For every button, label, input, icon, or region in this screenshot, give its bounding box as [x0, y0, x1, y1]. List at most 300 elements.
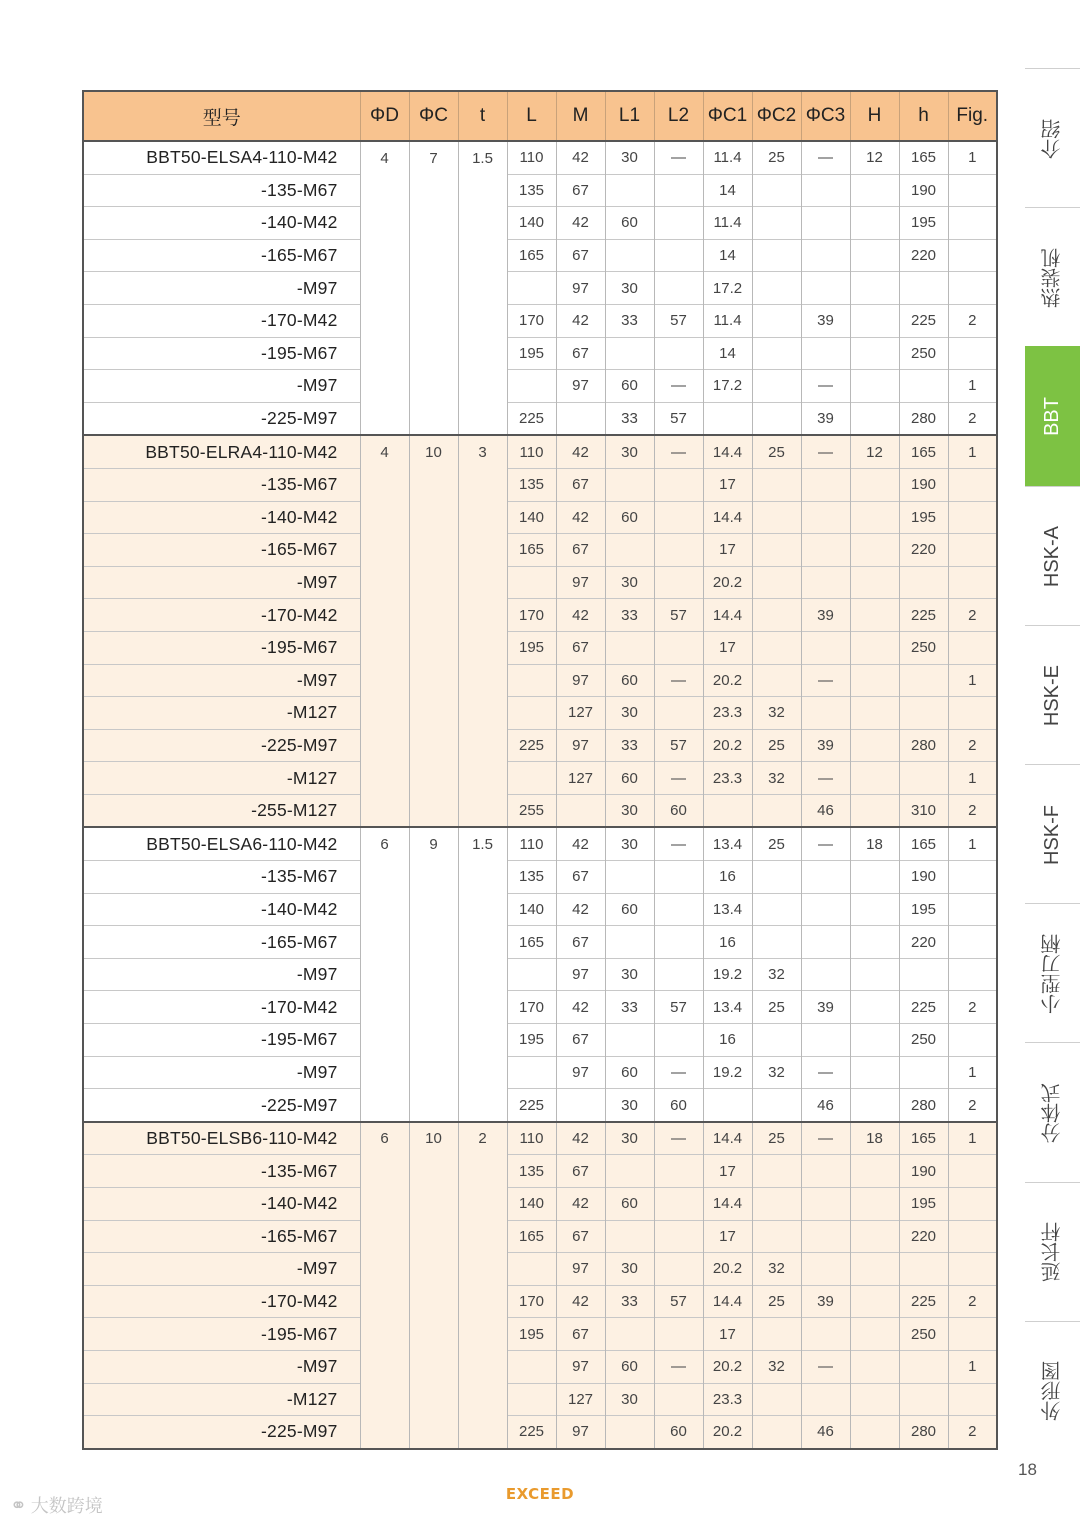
table-cell	[948, 534, 997, 567]
table-cell: 39	[801, 304, 850, 337]
table-cell	[458, 1350, 507, 1383]
table-cell: 30	[605, 1122, 654, 1155]
table-row	[83, 729, 997, 762]
model-group	[83, 1122, 997, 1449]
table-cell	[654, 958, 703, 991]
table-cell	[409, 1056, 458, 1089]
table-row	[83, 1220, 997, 1253]
table-cell	[654, 1024, 703, 1057]
table-row	[83, 861, 997, 894]
table-cell	[752, 926, 801, 959]
table-cell	[850, 402, 899, 435]
table-cell: 97	[556, 664, 605, 697]
table-cell: 20.2	[703, 664, 752, 697]
table-cell: 42	[556, 827, 605, 860]
table-cell: 1	[948, 1056, 997, 1089]
table-cell: 33	[605, 991, 654, 1024]
table-cell	[360, 631, 409, 664]
table-cell: —	[801, 141, 850, 174]
table-cell: 42	[556, 435, 605, 468]
table-cell	[752, 468, 801, 501]
table-cell	[409, 697, 458, 730]
table-cell: 225	[899, 599, 948, 632]
table-cell: 250	[899, 1318, 948, 1351]
table-cell	[409, 958, 458, 991]
model-group	[83, 435, 997, 827]
table-cell: 14	[703, 239, 752, 272]
table-row	[83, 337, 997, 370]
table-cell: 25	[752, 729, 801, 762]
table-cell	[360, 1188, 409, 1221]
side-tab-label: 热装机	[1042, 247, 1064, 308]
table-cell: —	[654, 664, 703, 697]
table-cell	[654, 468, 703, 501]
table-cell: 30	[605, 1383, 654, 1416]
model-cell: -M97	[83, 566, 360, 599]
table-cell: 39	[801, 729, 850, 762]
table-cell	[360, 991, 409, 1024]
table-row	[83, 599, 997, 632]
table-cell: 25	[752, 435, 801, 468]
table-cell	[360, 1383, 409, 1416]
table-cell	[507, 370, 556, 403]
table-cell: 225	[507, 402, 556, 435]
table-cell: 46	[801, 1089, 850, 1122]
table-cell	[948, 1318, 997, 1351]
table-cell: 170	[507, 599, 556, 632]
table-cell	[458, 534, 507, 567]
table-cell	[899, 1056, 948, 1089]
model-cell: -170-M42	[83, 1285, 360, 1318]
table-cell	[703, 1089, 752, 1122]
table-row	[83, 1383, 997, 1416]
table-cell	[850, 958, 899, 991]
table-cell: 2	[458, 1122, 507, 1155]
table-cell: 127	[556, 762, 605, 795]
model-cell: -M97	[83, 664, 360, 697]
page-number: 18	[1018, 1460, 1037, 1479]
side-tab[interactable]	[1025, 903, 1080, 1043]
table-cell	[458, 1056, 507, 1089]
table-cell: 33	[605, 304, 654, 337]
table-cell	[850, 468, 899, 501]
table-cell	[948, 1024, 997, 1057]
table-cell	[360, 501, 409, 534]
table-cell	[899, 1350, 948, 1383]
table-cell: 1.5	[458, 827, 507, 860]
table-cell	[458, 1416, 507, 1449]
table-cell: —	[654, 435, 703, 468]
table-row	[83, 1285, 997, 1318]
column-header: L2	[654, 91, 703, 141]
table-row	[83, 468, 997, 501]
table-cell: 170	[507, 304, 556, 337]
table-row	[83, 762, 997, 795]
table-cell: 42	[556, 304, 605, 337]
table-cell	[899, 370, 948, 403]
table-cell: 13.4	[703, 827, 752, 860]
table-cell: 30	[605, 435, 654, 468]
table-cell	[458, 762, 507, 795]
table-cell	[605, 1220, 654, 1253]
model-cell: -195-M67	[83, 1318, 360, 1351]
model-cell: -M97	[83, 1350, 360, 1383]
table-cell	[948, 861, 997, 894]
table-cell: 42	[556, 1122, 605, 1155]
table-cell: 170	[507, 1285, 556, 1318]
table-cell: —	[654, 141, 703, 174]
table-cell: 67	[556, 1220, 605, 1253]
table-row	[83, 402, 997, 435]
table-cell: 165	[899, 1122, 948, 1155]
table-cell: 97	[556, 1416, 605, 1449]
table-cell: 60	[605, 664, 654, 697]
table-cell	[605, 1416, 654, 1449]
table-cell: —	[801, 664, 850, 697]
table-row	[83, 1155, 997, 1188]
table-cell: 165	[507, 534, 556, 567]
table-cell: —	[654, 827, 703, 860]
table-cell: 140	[507, 1188, 556, 1221]
table-cell	[850, 239, 899, 272]
table-cell	[409, 501, 458, 534]
table-cell: 30	[605, 141, 654, 174]
table-cell	[801, 272, 850, 305]
table-cell: 32	[752, 697, 801, 730]
table-cell: 67	[556, 631, 605, 664]
table-cell	[409, 370, 458, 403]
table-cell: 97	[556, 729, 605, 762]
table-cell: 250	[899, 337, 948, 370]
table-cell	[654, 893, 703, 926]
table-cell: 60	[605, 1056, 654, 1089]
table-cell: 30	[605, 958, 654, 991]
table-cell	[654, 501, 703, 534]
column-header: ΦC	[409, 91, 458, 141]
side-tab[interactable]	[1025, 764, 1080, 904]
table-cell	[458, 370, 507, 403]
table-cell: 20.2	[703, 729, 752, 762]
table-cell: 140	[507, 207, 556, 240]
table-cell: 67	[556, 926, 605, 959]
side-tab-label: HSK-A	[1041, 525, 1063, 587]
table-cell	[409, 1350, 458, 1383]
table-cell	[752, 174, 801, 207]
side-tab-label: HSK-E	[1041, 664, 1063, 726]
side-tab[interactable]	[1025, 1042, 1080, 1182]
table-cell: 57	[654, 599, 703, 632]
table-cell: 60	[654, 1416, 703, 1449]
side-tab[interactable]	[1025, 1321, 1080, 1461]
table-cell: —	[801, 1350, 850, 1383]
table-cell	[458, 664, 507, 697]
column-header: M	[556, 91, 605, 141]
model-cell: -135-M67	[83, 1155, 360, 1188]
model-cell: -M97	[83, 1253, 360, 1286]
column-header: L	[507, 91, 556, 141]
table-row	[83, 1024, 997, 1057]
side-tab[interactable]	[1025, 346, 1080, 485]
table-row	[83, 174, 997, 207]
table-cell	[752, 861, 801, 894]
table-cell	[654, 1318, 703, 1351]
table-cell: 2	[948, 1416, 997, 1449]
table-cell: 220	[899, 239, 948, 272]
table-header-row	[83, 91, 997, 141]
table-cell	[556, 1089, 605, 1122]
table-cell	[752, 337, 801, 370]
table-cell: 39	[801, 1285, 850, 1318]
table-cell	[948, 1188, 997, 1221]
model-cell: -140-M42	[83, 893, 360, 926]
table-cell	[801, 239, 850, 272]
table-cell: 250	[899, 1024, 948, 1057]
table-cell: 195	[899, 207, 948, 240]
table-cell	[458, 1285, 507, 1318]
table-cell	[850, 664, 899, 697]
table-cell	[409, 631, 458, 664]
table-cell	[899, 697, 948, 730]
model-cell: BBT50-ELSA6-110-M42	[83, 827, 360, 860]
table-cell	[360, 762, 409, 795]
table-cell	[360, 599, 409, 632]
table-cell: 23.3	[703, 1383, 752, 1416]
table-cell	[409, 1318, 458, 1351]
table-row	[83, 141, 997, 174]
table-cell: 25	[752, 1122, 801, 1155]
table-cell	[752, 794, 801, 827]
model-cell: BBT50-ELRA4-110-M42	[83, 435, 360, 468]
table-row	[83, 794, 997, 827]
table-cell	[703, 794, 752, 827]
table-cell	[654, 861, 703, 894]
model-cell: BBT50-ELSA4-110-M42	[83, 141, 360, 174]
table-cell: 14.4	[703, 599, 752, 632]
table-cell	[605, 1318, 654, 1351]
table-cell	[360, 893, 409, 926]
table-cell	[850, 729, 899, 762]
table-cell: 11.4	[703, 304, 752, 337]
table-cell	[409, 337, 458, 370]
table-cell	[752, 1089, 801, 1122]
column-header: 型号	[83, 91, 360, 141]
table-cell	[507, 1253, 556, 1286]
table-cell: 25	[752, 1285, 801, 1318]
table-cell	[850, 1089, 899, 1122]
column-header: h	[899, 91, 948, 141]
table-cell	[801, 566, 850, 599]
table-cell: 280	[899, 729, 948, 762]
table-cell	[360, 468, 409, 501]
table-cell	[850, 599, 899, 632]
table-cell: 11.4	[703, 141, 752, 174]
table-cell: 67	[556, 1318, 605, 1351]
table-cell: 7	[409, 141, 458, 174]
table-cell	[752, 1416, 801, 1449]
table-cell	[654, 534, 703, 567]
model-cell: -135-M67	[83, 468, 360, 501]
table-cell: 20.2	[703, 566, 752, 599]
table-cell: 60	[605, 501, 654, 534]
table-cell: 60	[605, 207, 654, 240]
column-header: ΦD	[360, 91, 409, 141]
table-cell: 190	[899, 174, 948, 207]
side-tab-label: HSK-F	[1041, 804, 1063, 865]
table-cell	[948, 631, 997, 664]
side-tab-label: 小型刀柄	[1042, 933, 1064, 1014]
column-header: ΦC2	[752, 91, 801, 141]
table-cell	[850, 1318, 899, 1351]
table-cell	[360, 402, 409, 435]
side-tab[interactable]	[1025, 625, 1080, 765]
table-cell	[948, 272, 997, 305]
side-tab[interactable]	[1025, 207, 1080, 347]
table-cell: 33	[605, 1285, 654, 1318]
table-cell	[409, 1188, 458, 1221]
table-cell: 17.2	[703, 272, 752, 305]
table-cell	[654, 631, 703, 664]
table-cell: 2	[948, 991, 997, 1024]
table-cell	[409, 861, 458, 894]
table-cell: 39	[801, 599, 850, 632]
model-cell: -170-M42	[83, 599, 360, 632]
table-cell	[458, 501, 507, 534]
table-cell: 165	[899, 141, 948, 174]
table-cell: 42	[556, 893, 605, 926]
table-cell	[948, 337, 997, 370]
table-cell	[458, 272, 507, 305]
table-cell	[850, 697, 899, 730]
table-cell: 225	[899, 304, 948, 337]
table-cell: 42	[556, 991, 605, 1024]
table-cell	[948, 174, 997, 207]
table-cell	[752, 1220, 801, 1253]
table-cell	[409, 207, 458, 240]
column-header: L1	[605, 91, 654, 141]
table-cell: 220	[899, 534, 948, 567]
table-cell	[850, 207, 899, 240]
table-cell: —	[801, 435, 850, 468]
table-row	[83, 991, 997, 1024]
table-cell: 165	[507, 239, 556, 272]
table-cell	[948, 958, 997, 991]
model-cell: -195-M67	[83, 631, 360, 664]
table-cell	[605, 239, 654, 272]
table-cell	[948, 501, 997, 534]
column-header: ΦC1	[703, 91, 752, 141]
table-cell	[458, 402, 507, 435]
table-cell: 25	[752, 141, 801, 174]
table-cell: 11.4	[703, 207, 752, 240]
table-cell: —	[801, 1056, 850, 1089]
column-header: ΦC3	[801, 91, 850, 141]
table-cell: —	[654, 762, 703, 795]
table-cell: 97	[556, 272, 605, 305]
table-cell	[752, 893, 801, 926]
table-cell: 14.4	[703, 435, 752, 468]
model-cell: -170-M42	[83, 991, 360, 1024]
table-row	[83, 1350, 997, 1383]
table-cell: 14.4	[703, 1188, 752, 1221]
table-cell	[458, 958, 507, 991]
table-cell: 30	[605, 1089, 654, 1122]
table-cell: 60	[605, 370, 654, 403]
table-cell	[801, 1024, 850, 1057]
table-cell	[409, 239, 458, 272]
model-cell: -195-M67	[83, 1024, 360, 1057]
table-cell: 9	[409, 827, 458, 860]
column-header: t	[458, 91, 507, 141]
table-cell	[948, 1155, 997, 1188]
table-cell: 225	[899, 991, 948, 1024]
table-cell	[605, 1024, 654, 1057]
table-cell	[801, 958, 850, 991]
table-cell	[360, 337, 409, 370]
table-cell	[360, 729, 409, 762]
side-tab[interactable]	[1025, 68, 1080, 208]
table-row	[83, 239, 997, 272]
table-cell	[360, 1155, 409, 1188]
table-cell	[605, 631, 654, 664]
table-cell	[801, 893, 850, 926]
table-cell	[556, 794, 605, 827]
model-group	[83, 141, 997, 435]
table-cell: 33	[605, 599, 654, 632]
table-row	[83, 631, 997, 664]
table-cell	[948, 893, 997, 926]
spec-table	[82, 90, 998, 1450]
table-cell: 42	[556, 1188, 605, 1221]
table-cell: 67	[556, 337, 605, 370]
table-cell	[850, 926, 899, 959]
table-cell	[654, 1383, 703, 1416]
model-cell: -135-M67	[83, 861, 360, 894]
table-cell: 60	[605, 893, 654, 926]
table-cell	[409, 1383, 458, 1416]
table-cell: 60	[654, 794, 703, 827]
table-cell: 32	[752, 762, 801, 795]
table-cell	[360, 174, 409, 207]
table-cell	[801, 1155, 850, 1188]
model-cell: -M97	[83, 958, 360, 991]
table-cell: 67	[556, 468, 605, 501]
table-cell	[605, 534, 654, 567]
table-cell	[409, 174, 458, 207]
table-cell	[899, 958, 948, 991]
table-cell	[458, 566, 507, 599]
table-cell	[654, 926, 703, 959]
table-cell: 30	[605, 1253, 654, 1286]
table-cell: 14.4	[703, 1285, 752, 1318]
table-cell	[850, 1056, 899, 1089]
table-cell	[850, 272, 899, 305]
table-cell: 14.4	[703, 1122, 752, 1155]
table-cell	[458, 794, 507, 827]
table-cell: 20.2	[703, 1350, 752, 1383]
model-cell: -165-M67	[83, 1220, 360, 1253]
table-cell	[752, 304, 801, 337]
table-cell	[752, 402, 801, 435]
table-cell: 140	[507, 501, 556, 534]
side-tab[interactable]	[1025, 486, 1080, 626]
table-row	[83, 1318, 997, 1351]
table-cell: 32	[752, 958, 801, 991]
table-cell	[801, 861, 850, 894]
table-cell	[458, 729, 507, 762]
table-cell	[409, 468, 458, 501]
side-tab[interactable]	[1025, 1182, 1080, 1322]
model-cell: -140-M42	[83, 207, 360, 240]
